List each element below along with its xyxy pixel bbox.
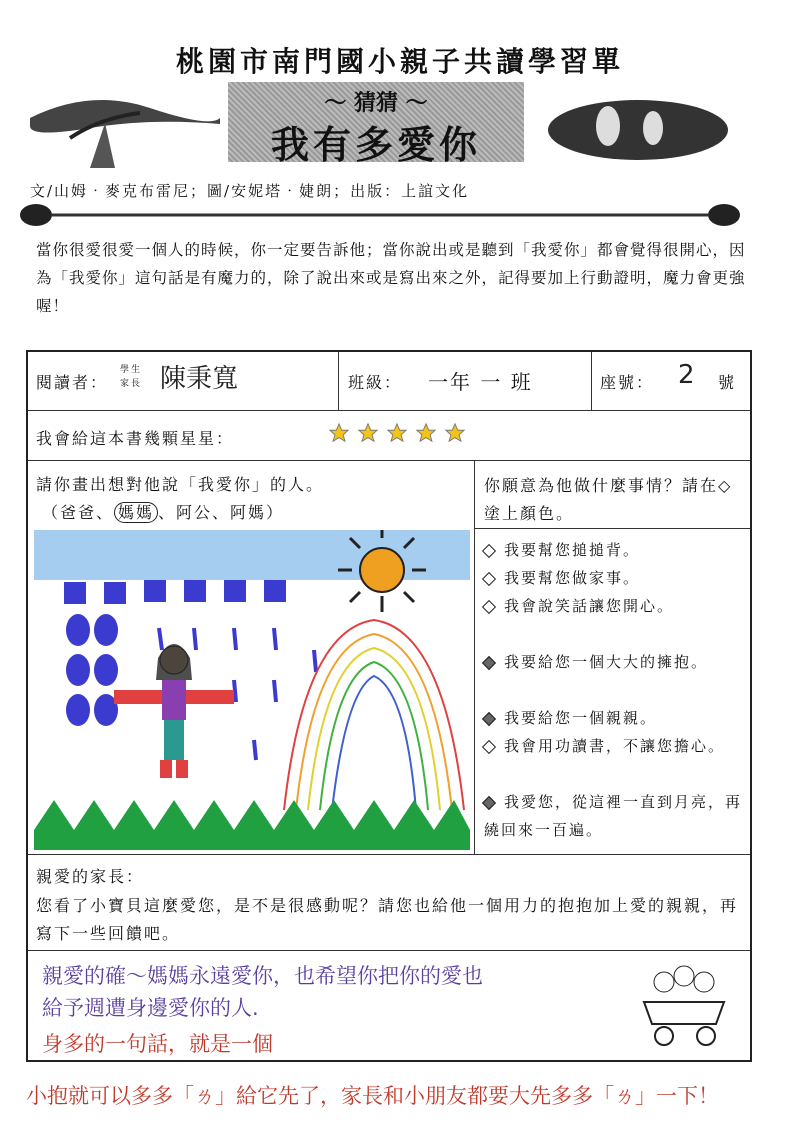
diamond-checkbox[interactable] xyxy=(482,712,496,726)
handwritten-footnote: 小抱就可以多多「ㄌ」給它先了，家長和小朋友都要大先多多「ㄌ」一下！ xyxy=(26,1084,719,1108)
parent-note-line2: 給予週遭身邊愛你的人. xyxy=(42,996,259,1020)
star-icon xyxy=(328,422,350,444)
diamond-checkbox[interactable] xyxy=(482,740,496,754)
hares-illustration xyxy=(548,86,728,166)
diamond-checkbox[interactable] xyxy=(482,796,496,810)
star-rating xyxy=(328,422,468,444)
action-item[interactable]: 我要幫您搥搥背。 xyxy=(484,536,640,564)
action-item[interactable]: 我要幫您做家事。 xyxy=(484,564,640,592)
worksheet-form xyxy=(26,350,752,1062)
diamond-checkbox[interactable] xyxy=(482,544,496,558)
stars-label: 我會給這本書幾顆星星： xyxy=(36,429,235,448)
parent-note-line1: 親愛的確～媽媽永遠愛你，也希望你把你的愛也 xyxy=(42,964,483,988)
star-icon xyxy=(415,422,437,444)
star-icon xyxy=(444,422,466,444)
book-banner xyxy=(228,82,524,167)
seat-suffix: 號 xyxy=(718,373,737,392)
seat-number: 2 xyxy=(678,360,695,390)
banner-subtitle: ～ 猜猜 ～ xyxy=(324,90,428,116)
reader-label: 閱讀者： xyxy=(36,373,109,392)
do-prompt: 你願意為他做什麼事情？請在◇塗上顏色。 xyxy=(484,476,733,523)
reader-sub-student: 學生 xyxy=(120,365,143,375)
parent-note-line3: 身多的一句話，就是一個 xyxy=(42,1032,273,1056)
action-item[interactable]: 我要給您一個親親。 xyxy=(484,704,657,732)
class-label: 班級： xyxy=(348,373,403,392)
draw-prompt: 請你畫出想對他說「我愛你」的人。 xyxy=(36,475,325,494)
child-drawing xyxy=(34,530,470,850)
divider xyxy=(18,200,742,230)
star-icon xyxy=(386,422,408,444)
tree-illustration xyxy=(30,78,220,168)
star-icon xyxy=(357,422,379,444)
action-item[interactable]: 我愛您，從這裡一直到月亮，再繞回來一百遍。 xyxy=(484,788,744,844)
class-value: 一年 一 班 xyxy=(428,370,533,394)
intro-paragraph: 當你很愛很愛一個人的時候，你一定要告訴他；當你說出或是聽到「我愛你」都會覺得很開心，因為「我愛你」這句話是有魔力的，除了說出來或是寫出來之外，記得要加上行動證明，魔力會更強喔！ xyxy=(36,241,746,315)
reader-sub-parent: 家長 xyxy=(120,379,143,389)
reader-name: 陳秉寬 xyxy=(160,364,239,394)
seat-label: 座號： xyxy=(600,373,655,392)
action-item[interactable]: 我要給您一個大大的擁抱。 xyxy=(484,648,744,676)
action-item[interactable]: 我會說笑話讓您開心。 xyxy=(484,592,744,620)
diamond-checkbox[interactable] xyxy=(482,656,496,670)
page-title: 桃園市南門國小親子共讀學習單 xyxy=(175,45,624,78)
parent-text: 您看了小寶貝這麼愛您，是不是很感動呢？請您也給他一個用力的抱抱加上愛的親親，再寫下一些回饋吧。 xyxy=(36,896,739,943)
parent-heading: 親愛的家長： xyxy=(36,867,145,886)
draw-options: （爸爸、 媽媽 、阿公、阿媽） xyxy=(42,503,285,522)
circled-mom: 媽媽 xyxy=(114,502,158,523)
book-title: 我有多愛你 xyxy=(270,122,481,167)
diamond-checkbox[interactable] xyxy=(482,572,496,586)
diamond-checkbox[interactable] xyxy=(482,600,496,614)
flower-cart-illustration xyxy=(624,952,744,1052)
book-credits: 文/山姆‧麥克布雷尼；圖/安妮塔‧婕朗；出版：上誼文化 xyxy=(30,182,470,200)
action-item[interactable]: 我會用功讀書，不讓您擔心。 xyxy=(484,732,744,760)
